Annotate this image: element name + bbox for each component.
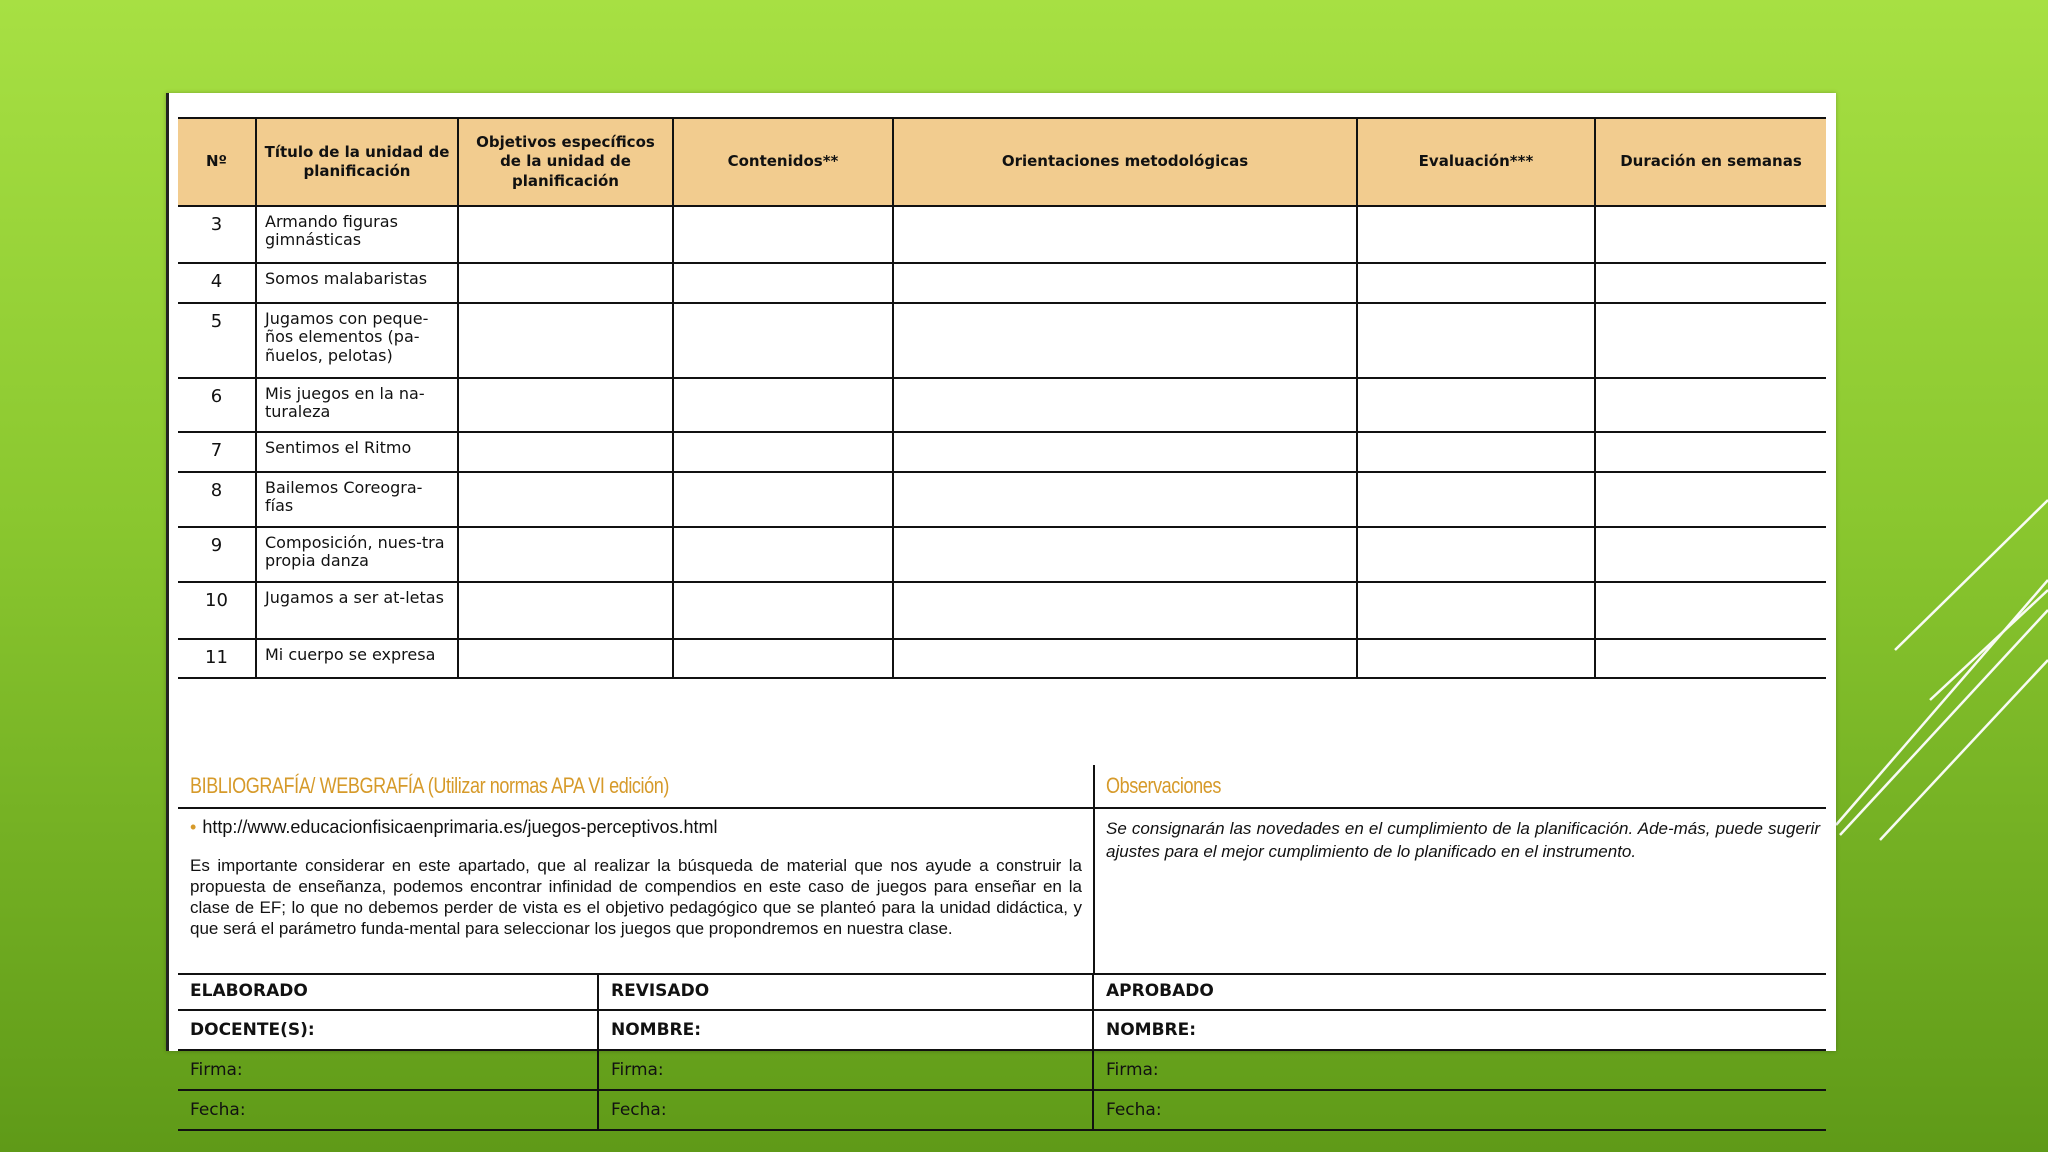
row-objectives-cell [458,472,673,527]
bibliography-observations-section [178,765,1826,975]
signatures-heading-row [178,973,1826,1010]
row-evaluation-cell [1357,472,1595,527]
table-row [178,303,1826,378]
row-contents-cell [673,582,893,639]
row-objectives-cell [458,206,673,263]
row-methodology-cell [893,378,1357,432]
planning-document [166,93,1836,1120]
row-objectives-cell [458,527,673,582]
row-methodology-cell [893,639,1357,678]
bibliography-url [190,817,718,838]
row-duration-cell [1595,582,1826,639]
docentes-label: DOCENTE(S): [178,1010,598,1050]
row-number: 4 [178,263,256,303]
row-objectives-cell [458,263,673,303]
row-evaluation-cell [1357,263,1595,303]
row-objectives-cell [458,378,673,432]
row-contents-cell [673,303,893,378]
table-row [178,263,1826,303]
signatures-fecha-row [178,1090,1826,1130]
row-duration-cell [1595,472,1826,527]
row-methodology-cell [893,206,1357,263]
row-evaluation-cell [1357,639,1595,678]
table-header-row [178,118,1826,206]
observations-title: Observaciones [1106,773,1222,798]
row-number: 11 [178,639,256,678]
row-contents-cell [673,378,893,432]
row-contents-cell [673,527,893,582]
header-duration: Duración en semanas [1595,118,1826,206]
elaborado-fecha-label: Fecha: [178,1090,598,1130]
revisado-firma-label: Firma: [598,1050,1093,1090]
row-evaluation-cell [1357,206,1595,263]
signatures-role-row [178,1010,1826,1050]
row-evaluation-cell [1357,432,1595,472]
table-row [178,582,1826,639]
row-duration-cell [1595,378,1826,432]
bibliography-title-rule [178,807,1093,809]
row-objectives-cell [458,639,673,678]
aprobado-nombre-label: NOMBRE: [1093,1010,1826,1050]
row-evaluation-cell [1357,303,1595,378]
bibliography-url-text: http://www.educacionfisicaenprimaria.es/juegos-perceptivos.html [202,817,718,837]
row-unit-title: Mis juegos en la na-turaleza [256,378,458,432]
bullet-icon: • [190,817,197,837]
revisado-nombre-label: NOMBRE: [598,1010,1093,1050]
row-duration-cell [1595,639,1826,678]
table-row [178,472,1826,527]
planning-table [178,117,1826,679]
row-unit-title: Sentimos el Ritmo [256,432,458,472]
header-evaluation: Evaluación*** [1357,118,1595,206]
row-number: 3 [178,206,256,263]
row-duration-cell [1595,263,1826,303]
row-methodology-cell [893,303,1357,378]
elaborado-heading: ELABORADO [178,973,598,1010]
row-unit-title: Somos malabaristas [256,263,458,303]
bibliography-paragraph: Es importante considerar en este apartado, que al realizar la búsqueda de material que nos ayude a construir la propuesta de enseñanza, podemos encontrar infinidad de compendios en este caso de juegos para enseñar en la clase de EF; lo que no debemos perder de vista es el objetivo pedagógico que se planteó para la unidad didáctica, y que será el parámetro funda-mental para seleccionar los juegos que propondremos en nuestra clase. [190,856,1082,938]
header-unit-title: Título de la unidad de planificación [256,118,458,206]
row-contents-cell [673,206,893,263]
row-number: 6 [178,378,256,432]
revisado-heading: REVISADO [598,973,1093,1010]
observations-text: Se consignarán las novedades en el cumplimiento de la planificación. Ade-más, puede sugerir ajustes para el mejor cumplimiento de lo planificado en el instrumento. [1106,819,1820,861]
row-duration-cell [1595,527,1826,582]
observations-title-rule [1095,807,1826,809]
header-number: Nº [178,118,256,206]
row-evaluation-cell [1357,378,1595,432]
row-unit-title: Composición, nues-tra propia danza [256,527,458,582]
table-row [178,527,1826,582]
table-row [178,378,1826,432]
row-number: 10 [178,582,256,639]
row-unit-title: Jugamos a ser at-letas [256,582,458,639]
row-objectives-cell [458,303,673,378]
row-number: 7 [178,432,256,472]
table-row [178,639,1826,678]
header-contents: Contenidos** [673,118,893,206]
row-contents-cell [673,639,893,678]
header-objectives: Objetivos específicos de la unidad de planificación [458,118,673,206]
signatures-firma-row [178,1050,1826,1090]
table-row [178,206,1826,263]
row-methodology-cell [893,527,1357,582]
aprobado-fecha-label: Fecha: [1093,1090,1826,1130]
row-duration-cell [1595,303,1826,378]
row-contents-cell [673,263,893,303]
row-evaluation-cell [1357,582,1595,639]
row-methodology-cell [893,472,1357,527]
header-methodology: Orientaciones metodológicas [893,118,1357,206]
row-number: 8 [178,472,256,527]
aprobado-firma-label: Firma: [1093,1050,1826,1090]
section-divider [1093,765,1095,973]
row-unit-title: Mi cuerpo se expresa [256,639,458,678]
row-objectives-cell [458,582,673,639]
row-unit-title: Jugamos con peque-ños elementos (pa-ñuelos, pelotas) [256,303,458,378]
revisado-fecha-label: Fecha: [598,1090,1093,1130]
elaborado-firma-label: Firma: [178,1050,598,1090]
row-unit-title: Armando figuras gimnásticas [256,206,458,263]
signatures-table [178,973,1826,1131]
aprobado-heading: APROBADO [1093,973,1826,1010]
row-contents-cell [673,432,893,472]
row-contents-cell [673,472,893,527]
row-methodology-cell [893,582,1357,639]
row-duration-cell [1595,432,1826,472]
row-number: 5 [178,303,256,378]
row-unit-title: Bailemos Coreogra-fías [256,472,458,527]
bibliography-title: BIBLIOGRAFÍA/ WEBGRAFÍA (Utilizar normas APA VI edición) [190,773,669,798]
row-objectives-cell [458,432,673,472]
row-number: 9 [178,527,256,582]
row-evaluation-cell [1357,527,1595,582]
row-methodology-cell [893,432,1357,472]
row-duration-cell [1595,206,1826,263]
row-methodology-cell [893,263,1357,303]
table-row [178,432,1826,472]
